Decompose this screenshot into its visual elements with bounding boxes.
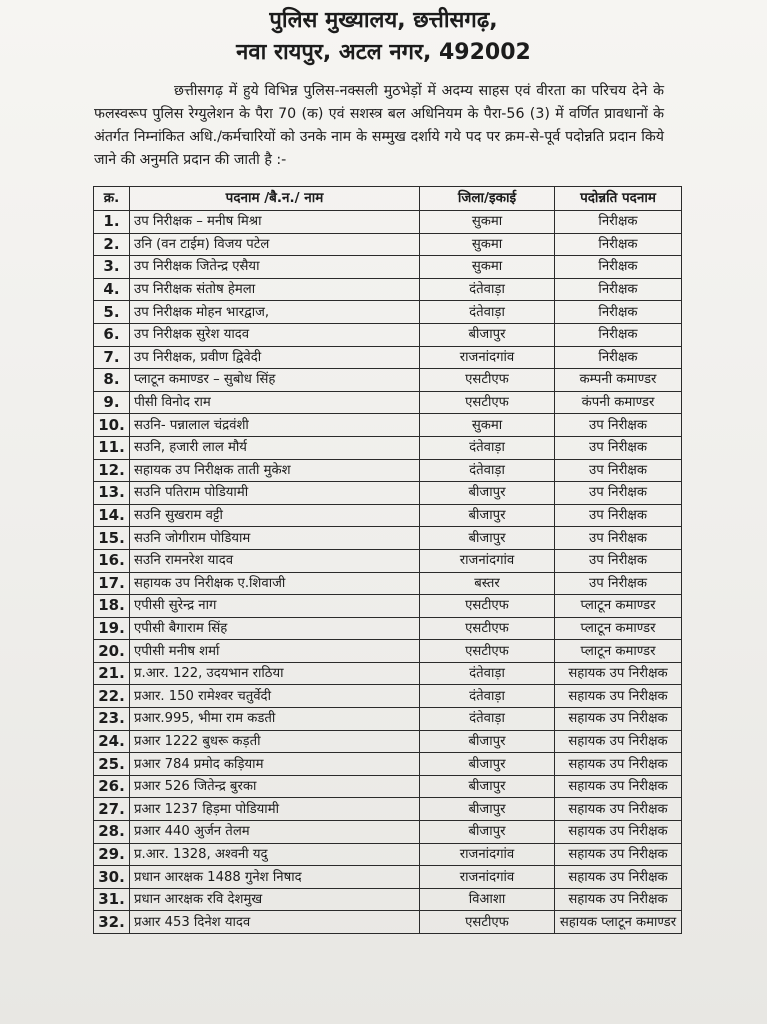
- cell-serial: 27.: [94, 798, 130, 821]
- table-row: [94, 843, 682, 866]
- cell-district: बीजापुर: [420, 753, 555, 776]
- cell-name: सउनि सुखराम वट्टी: [130, 504, 420, 527]
- cell-serial: 29.: [94, 843, 130, 866]
- cell-promoted-rank: सहायक उप निरीक्षक: [555, 798, 682, 821]
- cell-name: सउनि पतिराम पोडियामी: [130, 482, 420, 505]
- cell-promoted-rank: कंपनी कमाण्डर: [555, 391, 682, 414]
- cell-name: प्रधान आरक्षक रवि देशमुख: [130, 888, 420, 911]
- header-district: जिला/इकाई: [420, 187, 555, 211]
- table-row: [94, 301, 682, 324]
- cell-district: एसटीएफ: [420, 617, 555, 640]
- cell-name: सउनि- पन्नालाल चंद्रवंशी: [130, 414, 420, 437]
- cell-district: बीजापुर: [420, 798, 555, 821]
- cell-name: प्र.आर. 122, उदयभान राठिया: [130, 662, 420, 685]
- cell-district: दंतेवाड़ा: [420, 708, 555, 731]
- cell-serial: 15.: [94, 527, 130, 550]
- cell-name: उप निरीक्षक जितेन्द्र एसैया: [130, 256, 420, 279]
- table-row: [94, 775, 682, 798]
- header-name: पदनाम /बै.न./ नाम: [130, 187, 420, 211]
- cell-district: एसटीएफ: [420, 391, 555, 414]
- cell-district: राजनांदगांव: [420, 346, 555, 369]
- table-row: [94, 482, 682, 505]
- cell-district: सुकमा: [420, 414, 555, 437]
- cell-serial: 28.: [94, 821, 130, 844]
- cell-serial: 31.: [94, 888, 130, 911]
- cell-name: एपीसी सुरेन्द्र नाग: [130, 595, 420, 618]
- table-row: [94, 391, 682, 414]
- cell-serial: 20.: [94, 640, 130, 663]
- cell-serial: 3.: [94, 256, 130, 279]
- cell-district: एसटीएफ: [420, 595, 555, 618]
- cell-name: पीसी विनोद राम: [130, 391, 420, 414]
- header-serial: क्र.: [94, 187, 130, 211]
- table-row: [94, 798, 682, 821]
- cell-name: प्रआर 453 दिनेश यादव: [130, 911, 420, 934]
- cell-district: सुकमा: [420, 233, 555, 256]
- cell-name: उप निरीक्षक, प्रवीण द्विवेदी: [130, 346, 420, 369]
- cell-district: बीजापुर: [420, 821, 555, 844]
- cell-district: बीजापुर: [420, 504, 555, 527]
- cell-serial: 16.: [94, 549, 130, 572]
- promotion-table: [93, 186, 682, 934]
- cell-serial: 18.: [94, 595, 130, 618]
- header-promoted-rank: पदोन्नति पदनाम: [555, 187, 682, 211]
- cell-serial: 5.: [94, 301, 130, 324]
- table-row: [94, 323, 682, 346]
- cell-serial: 2.: [94, 233, 130, 256]
- cell-serial: 14.: [94, 504, 130, 527]
- table-row: [94, 888, 682, 911]
- cell-name: प्रधान आरक्षक 1488 गुनेश निषाद: [130, 866, 420, 889]
- cell-promoted-rank: प्लाटून कमाण्डर: [555, 595, 682, 618]
- cell-promoted-rank: उप निरीक्षक: [555, 414, 682, 437]
- cell-promoted-rank: उप निरीक्षक: [555, 527, 682, 550]
- cell-district: राजनांदगांव: [420, 843, 555, 866]
- cell-serial: 7.: [94, 346, 130, 369]
- cell-district: दंतेवाड़ा: [420, 301, 555, 324]
- cell-promoted-rank: निरीक्षक: [555, 233, 682, 256]
- cell-promoted-rank: सहायक उप निरीक्षक: [555, 888, 682, 911]
- table-row: [94, 730, 682, 753]
- table-row: [94, 617, 682, 640]
- table-row: [94, 595, 682, 618]
- cell-name: प्रआर. 150 रामेश्वर चतुर्वेदी: [130, 685, 420, 708]
- cell-district: एसटीएफ: [420, 369, 555, 392]
- cell-serial: 30.: [94, 866, 130, 889]
- cell-name: प्रआर 440 अुर्जन तेलम: [130, 821, 420, 844]
- table-row: [94, 211, 682, 234]
- cell-promoted-rank: सहायक उप निरीक्षक: [555, 753, 682, 776]
- cell-district: बीजापुर: [420, 482, 555, 505]
- cell-promoted-rank: उप निरीक्षक: [555, 572, 682, 595]
- cell-district: बीजापुर: [420, 323, 555, 346]
- cell-serial: 10.: [94, 414, 130, 437]
- cell-name: सउनि रामनरेश यादव: [130, 549, 420, 572]
- cell-promoted-rank: उप निरीक्षक: [555, 436, 682, 459]
- cell-district: दंतेवाड़ा: [420, 685, 555, 708]
- cell-serial: 19.: [94, 617, 130, 640]
- cell-promoted-rank: निरीक्षक: [555, 323, 682, 346]
- cell-district: बस्तर: [420, 572, 555, 595]
- cell-name: प्लाटून कमाण्डर – सुबोध सिंह: [130, 369, 420, 392]
- cell-name: प्रआर 1237 हिड़मा पोडियामी: [130, 798, 420, 821]
- table-row: [94, 504, 682, 527]
- cell-district: एसटीएफ: [420, 640, 555, 663]
- cell-promoted-rank: उप निरीक्षक: [555, 549, 682, 572]
- cell-name: प्रआर.995, भीमा राम कडती: [130, 708, 420, 731]
- cell-serial: 1.: [94, 211, 130, 234]
- cell-name: उप निरीक्षक मोहन भारद्वाज,: [130, 301, 420, 324]
- letterhead: [0, 6, 767, 68]
- cell-name: एपीसी मनीष शर्मा: [130, 640, 420, 663]
- cell-serial: 26.: [94, 775, 130, 798]
- office-address: नवा रायपुर, अटल नगर, 492002: [236, 40, 531, 65]
- table-row: [94, 821, 682, 844]
- table-row: [94, 572, 682, 595]
- cell-promoted-rank: सहायक उप निरीक्षक: [555, 708, 682, 731]
- cell-name: सहायक उप निरीक्षक ताती मुकेश: [130, 459, 420, 482]
- cell-promoted-rank: उप निरीक्षक: [555, 459, 682, 482]
- cell-district: सुकमा: [420, 211, 555, 234]
- cell-district: राजनांदगांव: [420, 866, 555, 889]
- cell-serial: 32.: [94, 911, 130, 934]
- cell-promoted-rank: उप निरीक्षक: [555, 482, 682, 505]
- table-row: [94, 866, 682, 889]
- cell-serial: 8.: [94, 369, 130, 392]
- cell-district: बीजापुर: [420, 775, 555, 798]
- cell-name: एपीसी बैगाराम सिंह: [130, 617, 420, 640]
- cell-name: उनि (वन टाईम) विजय पटेल: [130, 233, 420, 256]
- cell-promoted-rank: सहायक उप निरीक्षक: [555, 662, 682, 685]
- table-row: [94, 708, 682, 731]
- cell-district: सुकमा: [420, 256, 555, 279]
- table-row: [94, 414, 682, 437]
- cell-serial: 21.: [94, 662, 130, 685]
- cell-district: दंतेवाड़ा: [420, 278, 555, 301]
- cell-promoted-rank: सहायक उप निरीक्षक: [555, 866, 682, 889]
- cell-district: बीजापुर: [420, 527, 555, 550]
- cell-name: उप निरीक्षक संतोष हेमला: [130, 278, 420, 301]
- cell-promoted-rank: निरीक्षक: [555, 278, 682, 301]
- cell-serial: 11.: [94, 436, 130, 459]
- cell-serial: 24.: [94, 730, 130, 753]
- cell-serial: 22.: [94, 685, 130, 708]
- cell-promoted-rank: सहायक उप निरीक्षक: [555, 685, 682, 708]
- cell-promoted-rank: कम्पनी कमाण्डर: [555, 369, 682, 392]
- cell-name: प्रआर 1222 बुधरू कड़ती: [130, 730, 420, 753]
- table-row: [94, 753, 682, 776]
- cell-district: दंतेवाड़ा: [420, 662, 555, 685]
- cell-serial: 23.: [94, 708, 130, 731]
- table-row: [94, 685, 682, 708]
- cell-promoted-rank: सहायक उप निरीक्षक: [555, 843, 682, 866]
- cell-promoted-rank: उप निरीक्षक: [555, 504, 682, 527]
- cell-serial: 17.: [94, 572, 130, 595]
- cell-district: दंतेवाड़ा: [420, 436, 555, 459]
- cell-promoted-rank: निरीक्षक: [555, 211, 682, 234]
- table-row: [94, 278, 682, 301]
- cell-serial: 13.: [94, 482, 130, 505]
- cell-serial: 12.: [94, 459, 130, 482]
- cell-promoted-rank: निरीक्षक: [555, 256, 682, 279]
- cell-name: सउनि जोगीराम पोडियाम: [130, 527, 420, 550]
- cell-name: सहायक उप निरीक्षक ए.शिवाजी: [130, 572, 420, 595]
- cell-name: प्र.आर. 1328, अश्वनी यदु: [130, 843, 420, 866]
- cell-district: राजनांदगांव: [420, 549, 555, 572]
- table-row: [94, 640, 682, 663]
- cell-name: सउनि, हजारी लाल मौर्य: [130, 436, 420, 459]
- intro-paragraph: छत्तीसगढ़ में हुये विभिन्न पुलिस-नक्सली मुठभेड़ों में अदम्य साहस एवं वीरता का परिचय देने के फलस्वरूप पुलिस रेग्युलेशन के पैरा 70 (क) एवं सशस्त्र बल अधिनियम के पैरा-56 (3) में वर्णित प्रावधानों के अंतर्गत निम्नांकित अधि./कर्मचारियों को उनके नाम के सम्मुख दर्शाये गये पद पर क्रम-से-पूर्व पदोन्नति प्रदान किये जाने की अनुमति प्रदान की जाती है :-: [94, 83, 664, 168]
- cell-district: विआशा: [420, 888, 555, 911]
- cell-promoted-rank: प्लाटून कमाण्डर: [555, 640, 682, 663]
- table-row: [94, 233, 682, 256]
- cell-serial: 9.: [94, 391, 130, 414]
- cell-serial: 4.: [94, 278, 130, 301]
- table-row: [94, 369, 682, 392]
- cell-promoted-rank: निरीक्षक: [555, 301, 682, 324]
- table-row: [94, 256, 682, 279]
- cell-promoted-rank: सहायक उप निरीक्षक: [555, 730, 682, 753]
- cell-district: बीजापुर: [420, 730, 555, 753]
- cell-name: उप निरीक्षक सुरेश यादव: [130, 323, 420, 346]
- cell-promoted-rank: प्लाटून कमाण्डर: [555, 617, 682, 640]
- table-row: [94, 346, 682, 369]
- table-row: [94, 662, 682, 685]
- cell-name: प्रआर 526 जितेन्द्र बुरका: [130, 775, 420, 798]
- table-row: [94, 436, 682, 459]
- cell-serial: 25.: [94, 753, 130, 776]
- table-row: [94, 911, 682, 934]
- cell-promoted-rank: निरीक्षक: [555, 346, 682, 369]
- cell-promoted-rank: सहायक प्लाटून कमाण्डर: [555, 911, 682, 934]
- cell-district: दंतेवाड़ा: [420, 459, 555, 482]
- cell-serial: 6.: [94, 323, 130, 346]
- table-header-row: [94, 187, 682, 211]
- table-row: [94, 459, 682, 482]
- table-row: [94, 527, 682, 550]
- cell-promoted-rank: सहायक उप निरीक्षक: [555, 821, 682, 844]
- cell-promoted-rank: सहायक उप निरीक्षक: [555, 775, 682, 798]
- table-row: [94, 549, 682, 572]
- cell-name: उप निरीक्षक – मनीष मिश्रा: [130, 211, 420, 234]
- office-name: पुलिस मुख्यालय, छत्तीसगढ़,: [269, 8, 498, 33]
- cell-district: एसटीएफ: [420, 911, 555, 934]
- cell-name: प्रआर 784 प्रमोद कड़ियाम: [130, 753, 420, 776]
